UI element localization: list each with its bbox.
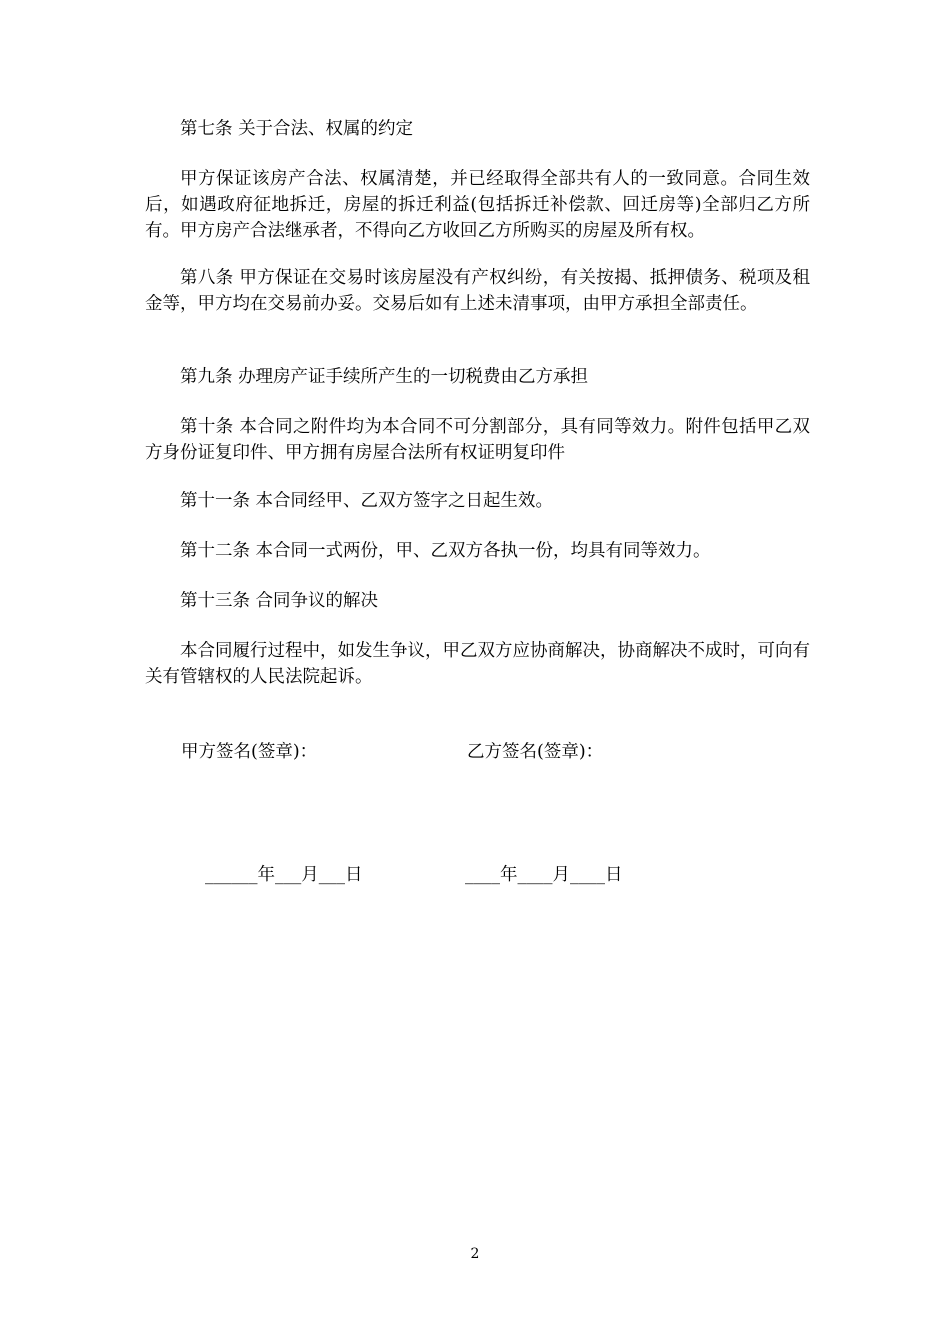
party-a-signature-label: 甲方签名(签章)： [181, 742, 318, 762]
party-b-date-line: ____年____月____日 [465, 865, 623, 885]
article-7-body: 甲方保证该房产合法、权属清楚，并已经取得全部共有人的一致同意。合同生效后，如遇政府征地拆迁，房屋的拆迁利益(包括拆迁补偿款、回迁房等)全部归乙方所有。甲方房产合法继承者，不得向乙方收回乙方所购买的房屋及所有权。 [145, 169, 810, 241]
article-10: 第十条 本合同之附件均为本合同不可分割部分，具有同等效力。附件包括甲乙双方身份证复印件、甲方拥有房屋合法所有权证明复印件 [145, 417, 810, 463]
article-7-title: 第七条 关于合法、权属的约定 [180, 119, 414, 139]
party-b-signature-label: 乙方签名(签章)： [467, 742, 604, 762]
article-12: 第十二条 本合同一式两份，甲、乙双方各执一份，均具有同等效力。 [180, 541, 711, 561]
party-a-date-line: ______年___月___日 [205, 865, 363, 885]
page-number: 2 [470, 1246, 480, 1262]
article-8: 第八条 甲方保证在交易时该房屋没有产权纠纷，有关按揭、抵押债务、税项及租金等，甲方均在交易前办妥。交易后如有上述未清事项，由甲方承担全部责任。 [145, 268, 810, 314]
article-9: 第九条 办理房产证手续所产生的一切税费由乙方承担 [180, 367, 589, 387]
article-13-body: 本合同履行过程中，如发生争议，甲乙双方应协商解决，协商解决不成时，可向有关有管辖权的人民法院起诉。 [145, 641, 810, 687]
article-11: 第十一条 本合同经甲、乙双方签字之日起生效。 [180, 491, 554, 511]
article-13-title: 第十三条 合同争议的解决 [180, 591, 379, 611]
